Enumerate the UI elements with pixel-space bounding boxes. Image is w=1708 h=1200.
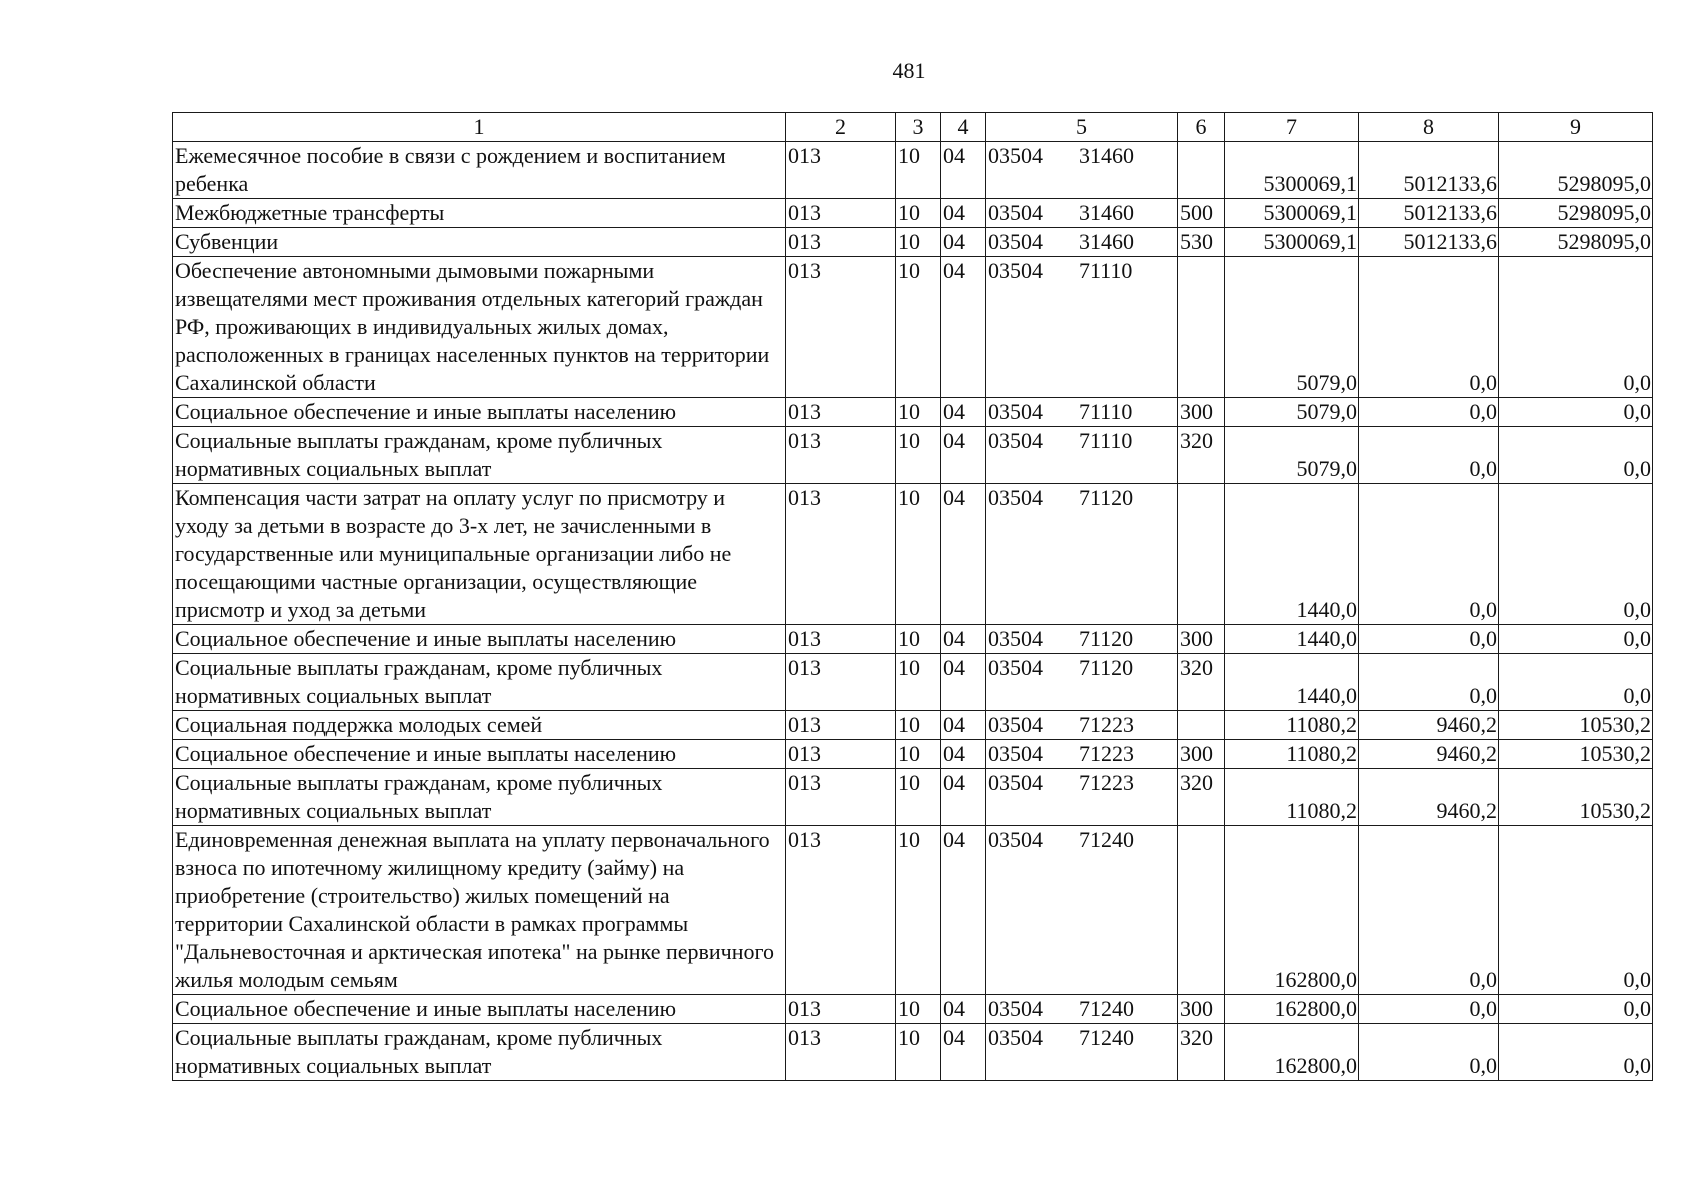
value-2023-cell: 0,0 xyxy=(1499,257,1653,398)
expense-type-cell xyxy=(1178,257,1225,398)
section-code-cell: 10 xyxy=(896,740,941,769)
ministry-code-cell: 013 xyxy=(786,228,896,257)
row-name-cell: Межбюджетные трансферты xyxy=(173,199,786,228)
expense-type-cell: 320 xyxy=(1178,427,1225,484)
item-code: 31460 xyxy=(1079,200,1134,225)
item-code: 71120 xyxy=(1079,626,1134,651)
value-2022-cell: 0,0 xyxy=(1359,427,1499,484)
program-code: 03504 xyxy=(988,258,1043,283)
program-code: 03504 xyxy=(988,996,1043,1021)
item-code: 31460 xyxy=(1079,143,1134,168)
value-2023-cell: 5298095,0 xyxy=(1499,142,1653,199)
value-2022-cell: 0,0 xyxy=(1359,995,1499,1024)
target-article-cell xyxy=(986,654,1178,711)
expense-type-cell: 320 xyxy=(1178,769,1225,826)
value-2022-cell: 5012133,6 xyxy=(1359,199,1499,228)
ministry-code-cell: 013 xyxy=(786,654,896,711)
table-header xyxy=(173,113,1653,142)
ministry-code-cell: 013 xyxy=(786,142,896,199)
value-2021-cell: 5300069,1 xyxy=(1225,142,1359,199)
value-2022-cell: 0,0 xyxy=(1359,1024,1499,1081)
section-code-cell: 10 xyxy=(896,995,941,1024)
section-code-cell: 10 xyxy=(896,199,941,228)
table-row xyxy=(173,711,1653,740)
row-name-cell: Социальные выплаты гражданам, кроме публичных нормативных социальных выплат xyxy=(173,427,786,484)
ministry-code-cell: 013 xyxy=(786,995,896,1024)
subsection-code-cell: 04 xyxy=(941,257,986,398)
target-article-cell xyxy=(986,740,1178,769)
subsection-code-cell: 04 xyxy=(941,142,986,199)
value-2021-cell: 1440,0 xyxy=(1225,625,1359,654)
target-article-cell xyxy=(986,142,1178,199)
value-2023-cell: 0,0 xyxy=(1499,398,1653,427)
item-code: 31460 xyxy=(1079,229,1134,254)
section-code-cell: 10 xyxy=(896,427,941,484)
item-code: 71110 xyxy=(1079,399,1133,424)
value-2023-cell: 0,0 xyxy=(1499,654,1653,711)
row-name-cell: Социальные выплаты гражданам, кроме публичных нормативных социальных выплат xyxy=(173,769,786,826)
header-col-1: 1 xyxy=(173,113,786,142)
table-row xyxy=(173,142,1653,199)
value-2022-cell: 0,0 xyxy=(1359,257,1499,398)
table-row xyxy=(173,427,1653,484)
value-2022-cell: 0,0 xyxy=(1359,484,1499,625)
row-name-cell: Обеспечение автономными дымовыми пожарными извещателями мест проживания отдельных категорий граждан РФ, проживающих в индивидуальных жилых домах, расположенных в границах населенных пунктов на территории Сахалинской области xyxy=(173,257,786,398)
section-code-cell: 10 xyxy=(896,826,941,995)
program-code: 03504 xyxy=(988,143,1043,168)
value-2023-cell: 0,0 xyxy=(1499,1024,1653,1081)
program-code: 03504 xyxy=(988,741,1043,766)
item-code: 71240 xyxy=(1079,827,1134,852)
target-article-cell xyxy=(986,995,1178,1024)
expense-type-cell: 320 xyxy=(1178,654,1225,711)
page-number: 481 xyxy=(892,58,926,83)
subsection-code-cell: 04 xyxy=(941,1024,986,1081)
ministry-code-cell: 013 xyxy=(786,625,896,654)
value-2021-cell: 1440,0 xyxy=(1225,484,1359,625)
subsection-code-cell: 04 xyxy=(941,826,986,995)
section-code-cell: 10 xyxy=(896,257,941,398)
section-code-cell: 10 xyxy=(896,1024,941,1081)
target-article-cell xyxy=(986,257,1178,398)
section-code-cell: 10 xyxy=(896,654,941,711)
expense-type-cell xyxy=(1178,142,1225,199)
value-2023-cell: 0,0 xyxy=(1499,826,1653,995)
expense-type-cell: 300 xyxy=(1178,995,1225,1024)
ministry-code-cell: 013 xyxy=(786,398,896,427)
program-code: 03504 xyxy=(988,200,1043,225)
expense-type-cell: 300 xyxy=(1178,625,1225,654)
ministry-code-cell: 013 xyxy=(786,769,896,826)
value-2021-cell: 5300069,1 xyxy=(1225,199,1359,228)
header-col-8: 8 xyxy=(1359,113,1499,142)
program-code: 03504 xyxy=(988,229,1043,254)
value-2023-cell: 0,0 xyxy=(1499,484,1653,625)
target-article-cell xyxy=(986,711,1178,740)
table-row xyxy=(173,654,1653,711)
expense-type-cell: 320 xyxy=(1178,1024,1225,1081)
value-2021-cell: 5079,0 xyxy=(1225,427,1359,484)
item-code: 71223 xyxy=(1079,770,1134,795)
ministry-code-cell: 013 xyxy=(786,826,896,995)
row-name-cell: Ежемесячное пособие в связи с рождением и воспитанием ребенка xyxy=(173,142,786,199)
row-name-cell: Субвенции xyxy=(173,228,786,257)
table-row xyxy=(173,484,1653,625)
value-2023-cell: 0,0 xyxy=(1499,995,1653,1024)
row-name-cell: Социальная поддержка молодых семей xyxy=(173,711,786,740)
row-name-cell: Социальное обеспечение и иные выплаты населению xyxy=(173,398,786,427)
value-2023-cell: 10530,2 xyxy=(1499,740,1653,769)
subsection-code-cell: 04 xyxy=(941,427,986,484)
value-2021-cell: 162800,0 xyxy=(1225,995,1359,1024)
table-row xyxy=(173,398,1653,427)
program-code: 03504 xyxy=(988,1025,1043,1050)
header-col-5: 5 xyxy=(986,113,1178,142)
value-2023-cell: 5298095,0 xyxy=(1499,199,1653,228)
expense-type-cell: 300 xyxy=(1178,740,1225,769)
ministry-code-cell: 013 xyxy=(786,711,896,740)
row-name-cell: Компенсация части затрат на оплату услуг по присмотру и уходу за детьми в возрасте до 3-х лет, не зачисленными в государственные или муниципальные организации либо не посещающими частные организации, осуществляющие присмотр и уход за детьми xyxy=(173,484,786,625)
section-code-cell: 10 xyxy=(896,769,941,826)
value-2022-cell: 0,0 xyxy=(1359,826,1499,995)
expense-type-cell: 500 xyxy=(1178,199,1225,228)
table-row xyxy=(173,257,1653,398)
program-code: 03504 xyxy=(988,626,1043,651)
table-row xyxy=(173,1024,1653,1081)
table-row xyxy=(173,625,1653,654)
value-2023-cell: 0,0 xyxy=(1499,625,1653,654)
item-code: 71223 xyxy=(1079,741,1134,766)
table-body xyxy=(173,142,1653,1081)
program-code: 03504 xyxy=(988,399,1043,424)
ministry-code-cell: 013 xyxy=(786,427,896,484)
section-code-cell: 10 xyxy=(896,142,941,199)
value-2022-cell: 9460,2 xyxy=(1359,711,1499,740)
table-row xyxy=(173,826,1653,995)
subsection-code-cell: 04 xyxy=(941,398,986,427)
target-article-cell xyxy=(986,228,1178,257)
item-code: 71240 xyxy=(1079,996,1134,1021)
value-2021-cell: 11080,2 xyxy=(1225,711,1359,740)
expense-type-cell xyxy=(1178,484,1225,625)
ministry-code-cell: 013 xyxy=(786,257,896,398)
table-row xyxy=(173,199,1653,228)
expense-type-cell: 530 xyxy=(1178,228,1225,257)
header-col-2: 2 xyxy=(786,113,896,142)
value-2022-cell: 9460,2 xyxy=(1359,769,1499,826)
target-article-cell xyxy=(986,1024,1178,1081)
value-2021-cell: 1440,0 xyxy=(1225,654,1359,711)
row-name-cell: Социальное обеспечение и иные выплаты населению xyxy=(173,995,786,1024)
header-row xyxy=(173,113,1653,142)
program-code: 03504 xyxy=(988,770,1043,795)
value-2022-cell: 9460,2 xyxy=(1359,740,1499,769)
expense-type-cell xyxy=(1178,711,1225,740)
target-article-cell xyxy=(986,427,1178,484)
program-code: 03504 xyxy=(988,827,1043,852)
row-name-cell: Социальные выплаты гражданам, кроме публичных нормативных социальных выплат xyxy=(173,1024,786,1081)
item-code: 71120 xyxy=(1079,655,1134,680)
table-row xyxy=(173,769,1653,826)
item-code: 71120 xyxy=(1079,485,1134,510)
value-2021-cell: 162800,0 xyxy=(1225,826,1359,995)
subsection-code-cell: 04 xyxy=(941,995,986,1024)
item-code: 71240 xyxy=(1079,1025,1134,1050)
value-2022-cell: 5012133,6 xyxy=(1359,142,1499,199)
program-code: 03504 xyxy=(988,712,1043,737)
ministry-code-cell: 013 xyxy=(786,484,896,625)
row-name-cell: Социальное обеспечение и иные выплаты населению xyxy=(173,625,786,654)
ministry-code-cell: 013 xyxy=(786,199,896,228)
target-article-cell xyxy=(986,199,1178,228)
value-2021-cell: 11080,2 xyxy=(1225,769,1359,826)
expense-type-cell: 300 xyxy=(1178,398,1225,427)
subsection-code-cell: 04 xyxy=(941,484,986,625)
value-2023-cell: 5298095,0 xyxy=(1499,228,1653,257)
header-col-3: 3 xyxy=(896,113,941,142)
row-name-cell: Социальное обеспечение и иные выплаты населению xyxy=(173,740,786,769)
value-2022-cell: 0,0 xyxy=(1359,625,1499,654)
program-code: 03504 xyxy=(988,485,1043,510)
section-code-cell: 10 xyxy=(896,228,941,257)
subsection-code-cell: 04 xyxy=(941,740,986,769)
subsection-code-cell: 04 xyxy=(941,228,986,257)
item-code: 71110 xyxy=(1079,258,1133,283)
table-row xyxy=(173,740,1653,769)
section-code-cell: 10 xyxy=(896,484,941,625)
target-article-cell xyxy=(986,826,1178,995)
value-2021-cell: 5300069,1 xyxy=(1225,228,1359,257)
budget-table xyxy=(172,112,1653,1081)
value-2022-cell: 0,0 xyxy=(1359,398,1499,427)
item-code: 71223 xyxy=(1079,712,1134,737)
target-article-cell xyxy=(986,769,1178,826)
value-2021-cell: 11080,2 xyxy=(1225,740,1359,769)
subsection-code-cell: 04 xyxy=(941,769,986,826)
target-article-cell xyxy=(986,484,1178,625)
program-code: 03504 xyxy=(988,655,1043,680)
section-code-cell: 10 xyxy=(896,625,941,654)
section-code-cell: 10 xyxy=(896,711,941,740)
value-2022-cell: 0,0 xyxy=(1359,654,1499,711)
row-name-cell: Социальные выплаты гражданам, кроме публичных нормативных социальных выплат xyxy=(173,654,786,711)
table-row xyxy=(173,995,1653,1024)
target-article-cell xyxy=(986,625,1178,654)
subsection-code-cell: 04 xyxy=(941,654,986,711)
header-col-4: 4 xyxy=(941,113,986,142)
table-row xyxy=(173,228,1653,257)
value-2021-cell: 5079,0 xyxy=(1225,398,1359,427)
expense-type-cell xyxy=(1178,826,1225,995)
subsection-code-cell: 04 xyxy=(941,711,986,740)
subsection-code-cell: 04 xyxy=(941,625,986,654)
ministry-code-cell: 013 xyxy=(786,1024,896,1081)
section-code-cell: 10 xyxy=(896,398,941,427)
header-col-7: 7 xyxy=(1225,113,1359,142)
target-article-cell xyxy=(986,398,1178,427)
value-2022-cell: 5012133,6 xyxy=(1359,228,1499,257)
value-2023-cell: 10530,2 xyxy=(1499,711,1653,740)
ministry-code-cell: 013 xyxy=(786,740,896,769)
value-2021-cell: 162800,0 xyxy=(1225,1024,1359,1081)
row-name-cell: Единовременная денежная выплата на уплату первоначального взноса по ипотечному жилищному кредиту (займу) на приобретение (строительство) жилых помещений на территории Сахалинской области в рамках программы "Дальневосточная и арктическая ипотека" на рынке первичного жилья молодым семьям xyxy=(173,826,786,995)
value-2021-cell: 5079,0 xyxy=(1225,257,1359,398)
program-code: 03504 xyxy=(988,428,1043,453)
header-col-9: 9 xyxy=(1499,113,1653,142)
item-code: 71110 xyxy=(1079,428,1133,453)
value-2023-cell: 10530,2 xyxy=(1499,769,1653,826)
header-col-6: 6 xyxy=(1178,113,1225,142)
subsection-code-cell: 04 xyxy=(941,199,986,228)
value-2023-cell: 0,0 xyxy=(1499,427,1653,484)
